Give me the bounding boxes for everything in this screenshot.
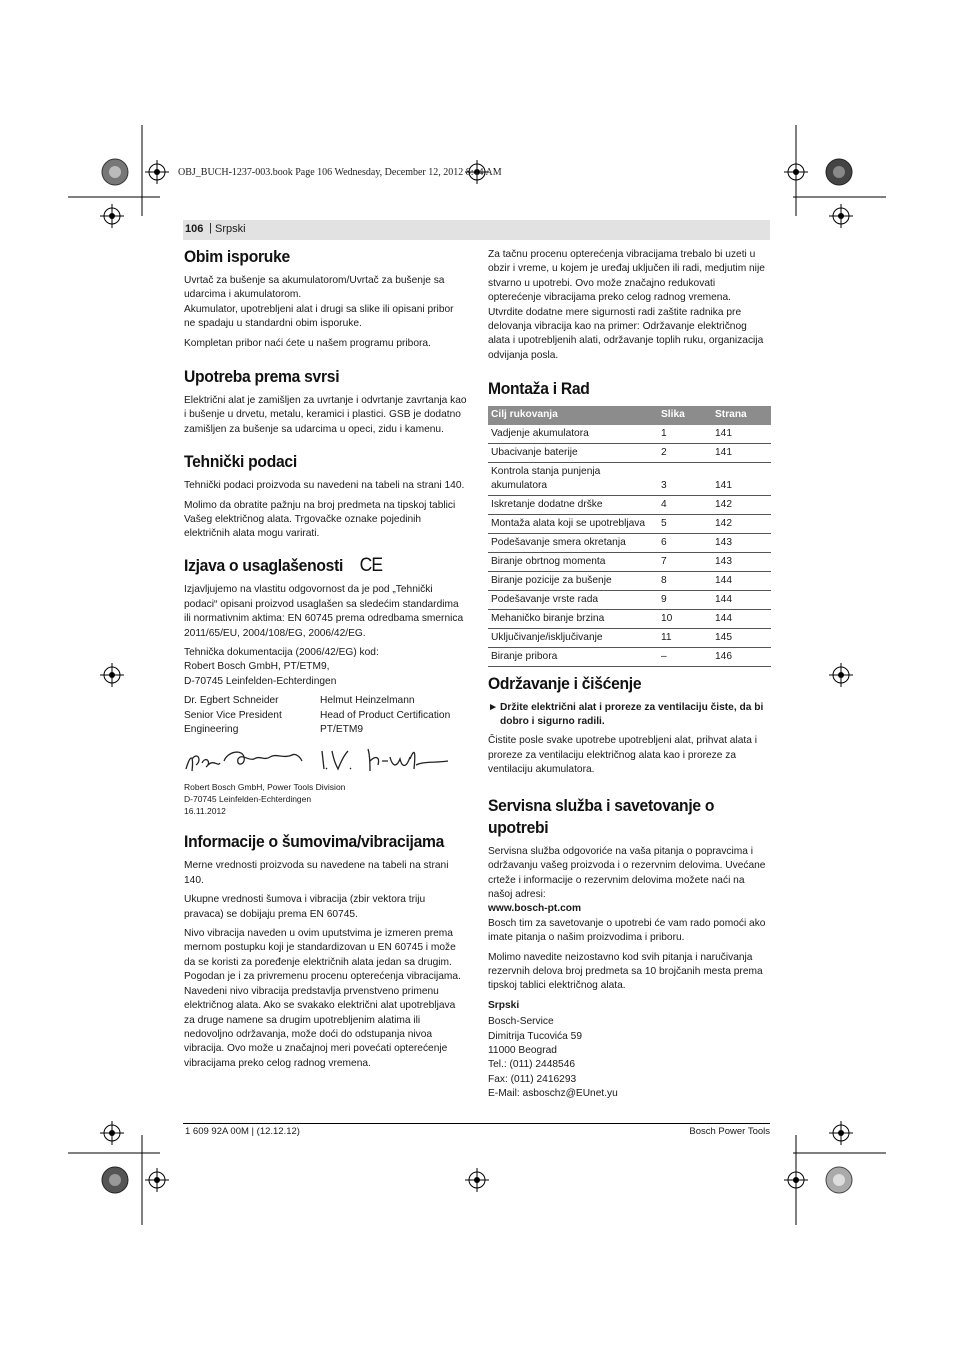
cell-figure: 2 [658,443,712,462]
cell-operation: Podešavanje vrste rada [488,590,658,609]
section-title-obim: Obim isporuke [184,247,290,266]
servis-addr2: Dimitrija Tucovića 59 [488,1030,582,1042]
bullet-text: Držite električni alat i proreze za ventilaciju čiste, da bi dobro i sigurno radili. [500,701,764,728]
footer-rule [183,1123,770,1124]
table-row [488,647,771,666]
cell-operation: Ubacivanje baterije [488,443,658,462]
table-header-row [488,406,771,424]
sig-date: 16.11.2012 [184,806,226,817]
servis-p1: Servisna služba odgovoriće na vaša pitanja o popravcima i održavanju vašeg proizvoda i o rezervnim delovima. Uvećane crteže i informacije o rezervnim delovima možete naći na našoj adresi: [488,845,766,900]
ce-mark-icon: CE [359,555,383,577]
izjava-title-text: Izjava o usaglašenosti [184,555,344,575]
cell-page: 142 [712,514,771,533]
servis-p2: Bosch tim za savetovanje o upotrebi će vam rado pomoći ako imate pitanja o našim proizvodima i priboru. [488,917,766,944]
cell-operation: Iskretanje dodatne drške [488,495,658,514]
th-slika: Slika [658,406,712,424]
cell-page: 141 [712,425,771,444]
section-title-izjava [184,555,444,578]
cell-page: 141 [712,462,771,495]
table-row [488,443,771,462]
izjava-p1: Izjavljujemo na vlastitu odgovornost da je pod „Tehnički podaci“ opisani proizvod usaglašen sa sledećim standardima ili normativnim aktima: EN 60745 prema odredbama smernica 2011/65/EU, 2004/108/EG, 2006/42/EG. [184,584,464,639]
tech-doc-line2: Robert Bosch GmbH, PT/ETM9, [184,661,330,673]
servis-addr1: Bosch-Service [488,1016,554,1028]
table-row [488,425,771,444]
cell-figure: 1 [658,425,712,444]
section-title-servis-2: upotrebi [488,817,549,837]
cell-figure: 8 [658,571,712,590]
table-row [488,495,771,514]
sig-addr2: D-70745 Leinfelden-Echterdingen [184,794,312,805]
th-strana: Strana [712,406,771,424]
obim-p3: Kompletan pribor naći ćete u našem programu pribora. [184,337,431,349]
header-separator: | [209,222,212,234]
operations-table [488,406,771,666]
cell-page: 143 [712,533,771,552]
odrzavanje-p1: Čistite posle svake upotrebe upotrebljeni alat, prihvat alata i proreze za ventilaciju električnog alata kao i proreze za ventilaciju akumulatora. [488,735,757,776]
sig1-role1: Senior Vice President [184,709,282,721]
cell-page: 143 [712,552,771,571]
sum-p3: Nivo vibracija naveden u ovim uputstvima je izmeren prema mernom postupku koji je standardizovan u EN 60745 i može da se koristi za poređenje električnih alata jedan sa drugim. Pogodan je i za privremenu procenu opterećenja vibracijama. [184,928,461,983]
right-column [488,248,771,1102]
section-title-tehnicki: Tehnički podaci [184,452,297,472]
section-title-montaza: Montaža i Rad [488,379,590,399]
obim-p1: Uvrtač za bušenje sa akumulatorom/Uvrtač za bušenje sa udarcima i akumulatorom. [184,275,445,301]
cell-figure: 7 [658,552,712,571]
upotreba-p1: Električni alat je zamišljen za uvrtanje i odvrtanje zavrtanja kao i bušenje u drvetu, metalu, keramici i plastici. GSB je dodatno zamišljen za bušenje sa udarcima u opeci, zidu i kamenu. [184,395,467,435]
tech-doc-line1: Tehnička dokumentacija (2006/42/EG) kod: [184,647,379,659]
footer-left: 1 609 92A 00M | (12.12.12) [185,1126,300,1137]
table-row [488,552,771,571]
sig2-role1: Head of Product Certification [320,709,451,721]
cell-operation: Podešavanje smera okretanja [488,533,658,552]
cell-operation: Montaža alata koji se upotrebljava [488,514,658,533]
cell-operation: Mehaničko biranje brzina [488,609,658,628]
cell-figure: 6 [658,533,712,552]
cell-operation: Biranje pribora [488,647,658,666]
servis-addr3: 11000 Beograd [488,1044,557,1056]
tech-doc-line3: D-70745 Leinfelden-Echterdingen [184,675,337,687]
sum-p1: Merne vrednosti proizvoda su navedene na tabeli na strani 140. [184,860,449,886]
sig1-name: Dr. Egbert Schneider [184,695,279,707]
servis-fax: Fax: (011) 2416293 [488,1073,577,1085]
signatories [184,694,467,737]
table-row [488,571,771,590]
servis-url[interactable]: www.bosch-pt.com [488,903,582,915]
cell-page: 144 [712,571,771,590]
table-row [488,533,771,552]
table-row [488,462,771,495]
vib-p1: Za tačnu procenu opterećenja vibracijama trebalo bi uzeti u obzir i vreme, u kojem je uređaj uključen ili radi, medjutim nije stvarno u upotrebi. Ovo može značajno redukovati opterećenje vibracijama preko celog radnog vremena. [488,249,765,304]
cell-operation: Vadjenje akumulatora [488,425,658,444]
bullet-arrow-icon: ► [488,701,499,713]
cell-figure: – [658,647,712,666]
handwritten-signatures [184,741,467,781]
section-title-sum: Informacije o šumovima/vibracijama [184,832,445,852]
section-title-upotreba: Upotreba prema svrsi [184,367,340,387]
servis-country: Srpski [488,999,520,1011]
cell-figure: 5 [658,514,712,533]
cell-page: 145 [712,628,771,647]
cell-operation: Uključivanje/isključivanje [488,628,658,647]
sum-p4: Navedeni nivo vibracija predstavlja prvenstveno primenu električnog alata. Ako se svakako električni alat upotrebljava za druge namene sa drugim upotrebljenim alatima ili nedovoljno održavanja, može doći do odstupanja nivoa vibracija. Ovo može u značajnoj meri povećati opterećenje vibracijama preko celog radnog vremena. [184,985,456,1069]
cell-figure: 11 [658,628,712,647]
table-row [488,609,771,628]
tehnicki-p2: Molimo da obratite pažnju na broj predmeta na tipskoj tablici Vašeg električnog alata. Trgovačke oznake pojedinih električnih alata mogu varirati. [184,499,456,540]
section-title-odrzavanje: Održavanje i čišćenje [488,673,642,693]
cell-operation: Biranje obrtnog momenta [488,552,658,571]
page-header-bar [183,220,770,240]
vib-p2: Utvrdite dodatne mere sigurnosti radi zaštite radnika pre delovanja vibracija kao na primer: Održavanje električnog alata i upotrebljenih alati, održavanje toplih ruku, organizacija odvijanja posla. [488,306,764,361]
th-cilj: Cilj rukovanja [488,406,658,424]
maintenance-bullet [488,701,771,730]
cell-figure: 3 [658,462,712,495]
sum-p2: Ukupne vrednosti šumova i vibracija (zbir vektora triju pravaca) se dobijaju prema EN 60745. [184,894,426,920]
cell-page: 144 [712,609,771,628]
cell-figure: 4 [658,495,712,514]
cell-page: 146 [712,647,771,666]
cell-page: 144 [712,590,771,609]
servis-email: E-Mail: asboschz@EUnet.yu [488,1088,618,1100]
tehnicki-p1: Tehnički podaci proizvoda su navedeni na tabeli na strani 140. [184,480,465,492]
footer-right: Bosch Power Tools [689,1126,770,1137]
tech-doc-block [184,646,467,689]
table-row [488,514,771,533]
sig2-name: Helmut Heinzelmann [320,695,415,707]
header-language: Srpski [215,223,246,235]
cell-operation: Biranje pozicije za bušenje [488,571,658,590]
file-header: OBJ_BUCH-1237-003.book Page 106 Wednesday, December 12, 2012 8:44 AM [178,167,502,178]
cell-operation: Kontrola stanja punjenja akumulatora [488,462,658,495]
sig1-role2: Engineering [184,724,239,736]
signature-address [184,781,467,817]
table-row [488,628,771,647]
section-title-servis-1: Servisna služba i savetovanje o [488,795,715,815]
cell-figure: 10 [658,609,712,628]
cell-figure: 9 [658,590,712,609]
left-column [184,246,467,1076]
servis-tel: Tel.: (011) 2448546 [488,1059,576,1071]
sig-addr1: Robert Bosch GmbH, Power Tools Division [184,782,346,793]
obim-p2: Akumulator, upotrebljeni alat i drugi sa slike ili opisani pribor ne spadaju u standardni obim isporuke. [184,303,454,330]
table-row [488,590,771,609]
cell-page: 142 [712,495,771,514]
cell-page: 141 [712,443,771,462]
servis-p3: Molimo navedite neizostavno kod svih pitanja i naručivanja rezervnih delova broj predmeta sa 10 brojčanih mesta prema tipskoj tablici električnog alata. [488,951,763,992]
page-number: 106 [185,223,204,235]
sig2-role2: PT/ETM9 [320,724,364,736]
